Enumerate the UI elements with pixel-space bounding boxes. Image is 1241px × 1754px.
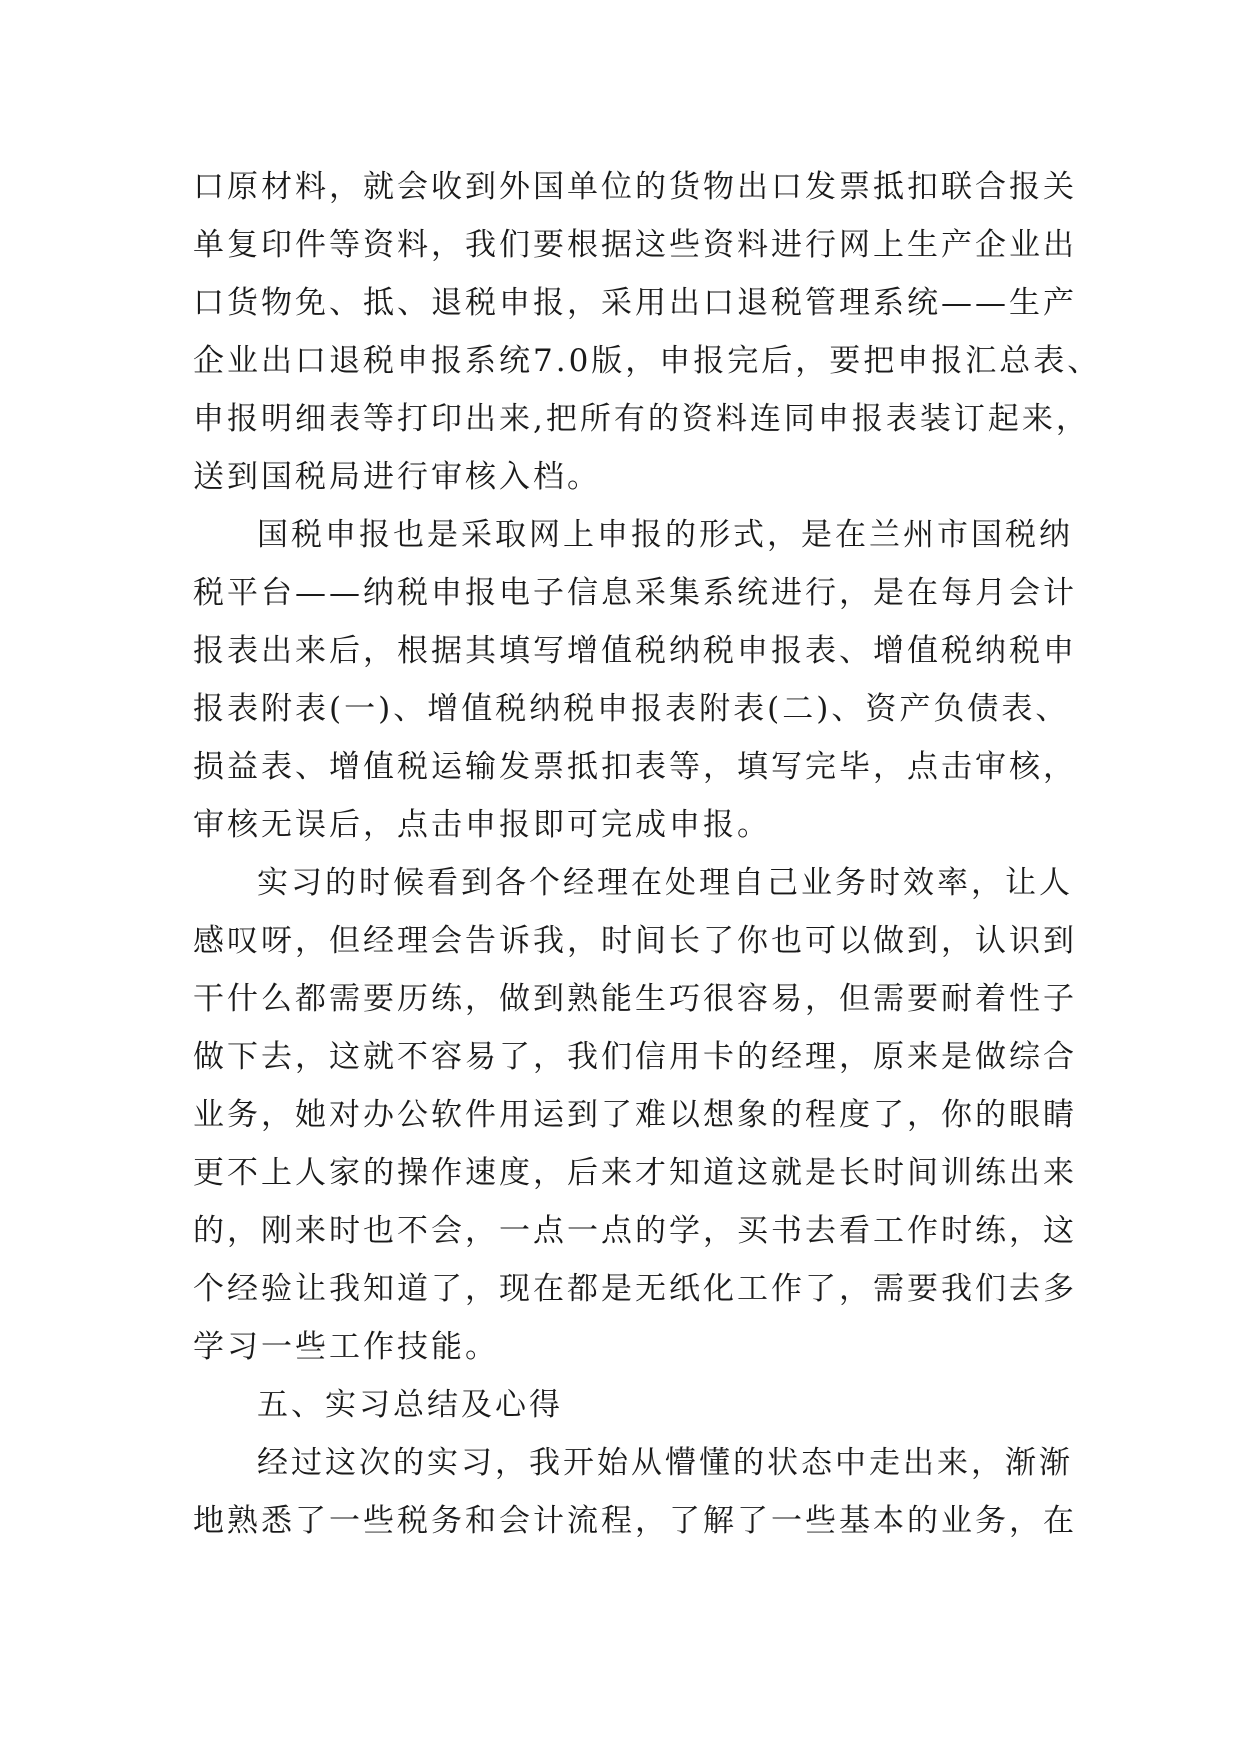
text-line: 送到国税局进行审核入档。: [193, 459, 601, 495]
text-line: 经过这次的实习，我开始从懵懂的状态中走出来，渐渐: [257, 1445, 1073, 1481]
text-line: 税平台——纳税申报电子信息采集系统进行，是在每月会计: [193, 575, 1077, 611]
text-line: 地熟悉了一些税务和会计流程，了解了一些基本的业务，在: [193, 1503, 1077, 1539]
text-line: 单复印件等资料，我们要根据这些资料进行网上生产企业出: [193, 227, 1077, 263]
text-line: 业务，她对办公软件用运到了难以想象的程度了，你的眼睛: [193, 1097, 1077, 1133]
text-line: 做下去，这就不容易了，我们信用卡的经理，原来是做综合: [193, 1039, 1077, 1075]
text-line: 干什么都需要历练，做到熟能生巧很容易，但需要耐着性子: [193, 981, 1077, 1017]
text-line: 个经验让我知道了，现在都是无纸化工作了，需要我们去多: [193, 1271, 1077, 1307]
text-line: 申报明细表等打印出来,把所有的资料连同申报表装订起来，: [193, 401, 1090, 437]
text-line: 企业出口退税申报系统7.0版，申报完后，要把申报汇总表、: [193, 343, 1102, 379]
text-line: 学习一些工作技能。: [193, 1329, 499, 1365]
text-line: 五、实习总结及心得: [257, 1387, 563, 1423]
text-line: 报表出来后，根据其填写增值税纳税申报表、增值税纳税申: [193, 633, 1077, 669]
text-line: 审核无误后，点击申报即可完成申报。: [193, 807, 771, 843]
body-text: [193, 158, 1102, 1550]
text-line: 实习的时候看到各个经理在处理自己业务时效率，让人: [257, 865, 1073, 901]
text-line: 损益表、增值税运输发票抵扣表等，填写完毕，点击审核，: [193, 749, 1077, 785]
text-line: 口原材料，就会收到外国单位的货物出口发票抵扣联合报关: [193, 169, 1077, 205]
text-line: 国税申报也是采取网上申报的形式，是在兰州市国税纳: [257, 517, 1073, 553]
text-line: 口货物免、抵、退税申报，采用出口退税管理系统——生产: [193, 285, 1077, 321]
text-line: 感叹呀，但经理会告诉我，时间长了你也可以做到，认识到: [193, 923, 1077, 959]
text-line: 更不上人家的操作速度，后来才知道这就是长时间训练出来: [193, 1155, 1077, 1191]
text-line: 的，刚来时也不会，一点一点的学，买书去看工作时练，这: [193, 1213, 1077, 1249]
text-line: 报表附表(一)、增值税纳税申报表附表(二)、资产负债表、: [193, 691, 1070, 727]
